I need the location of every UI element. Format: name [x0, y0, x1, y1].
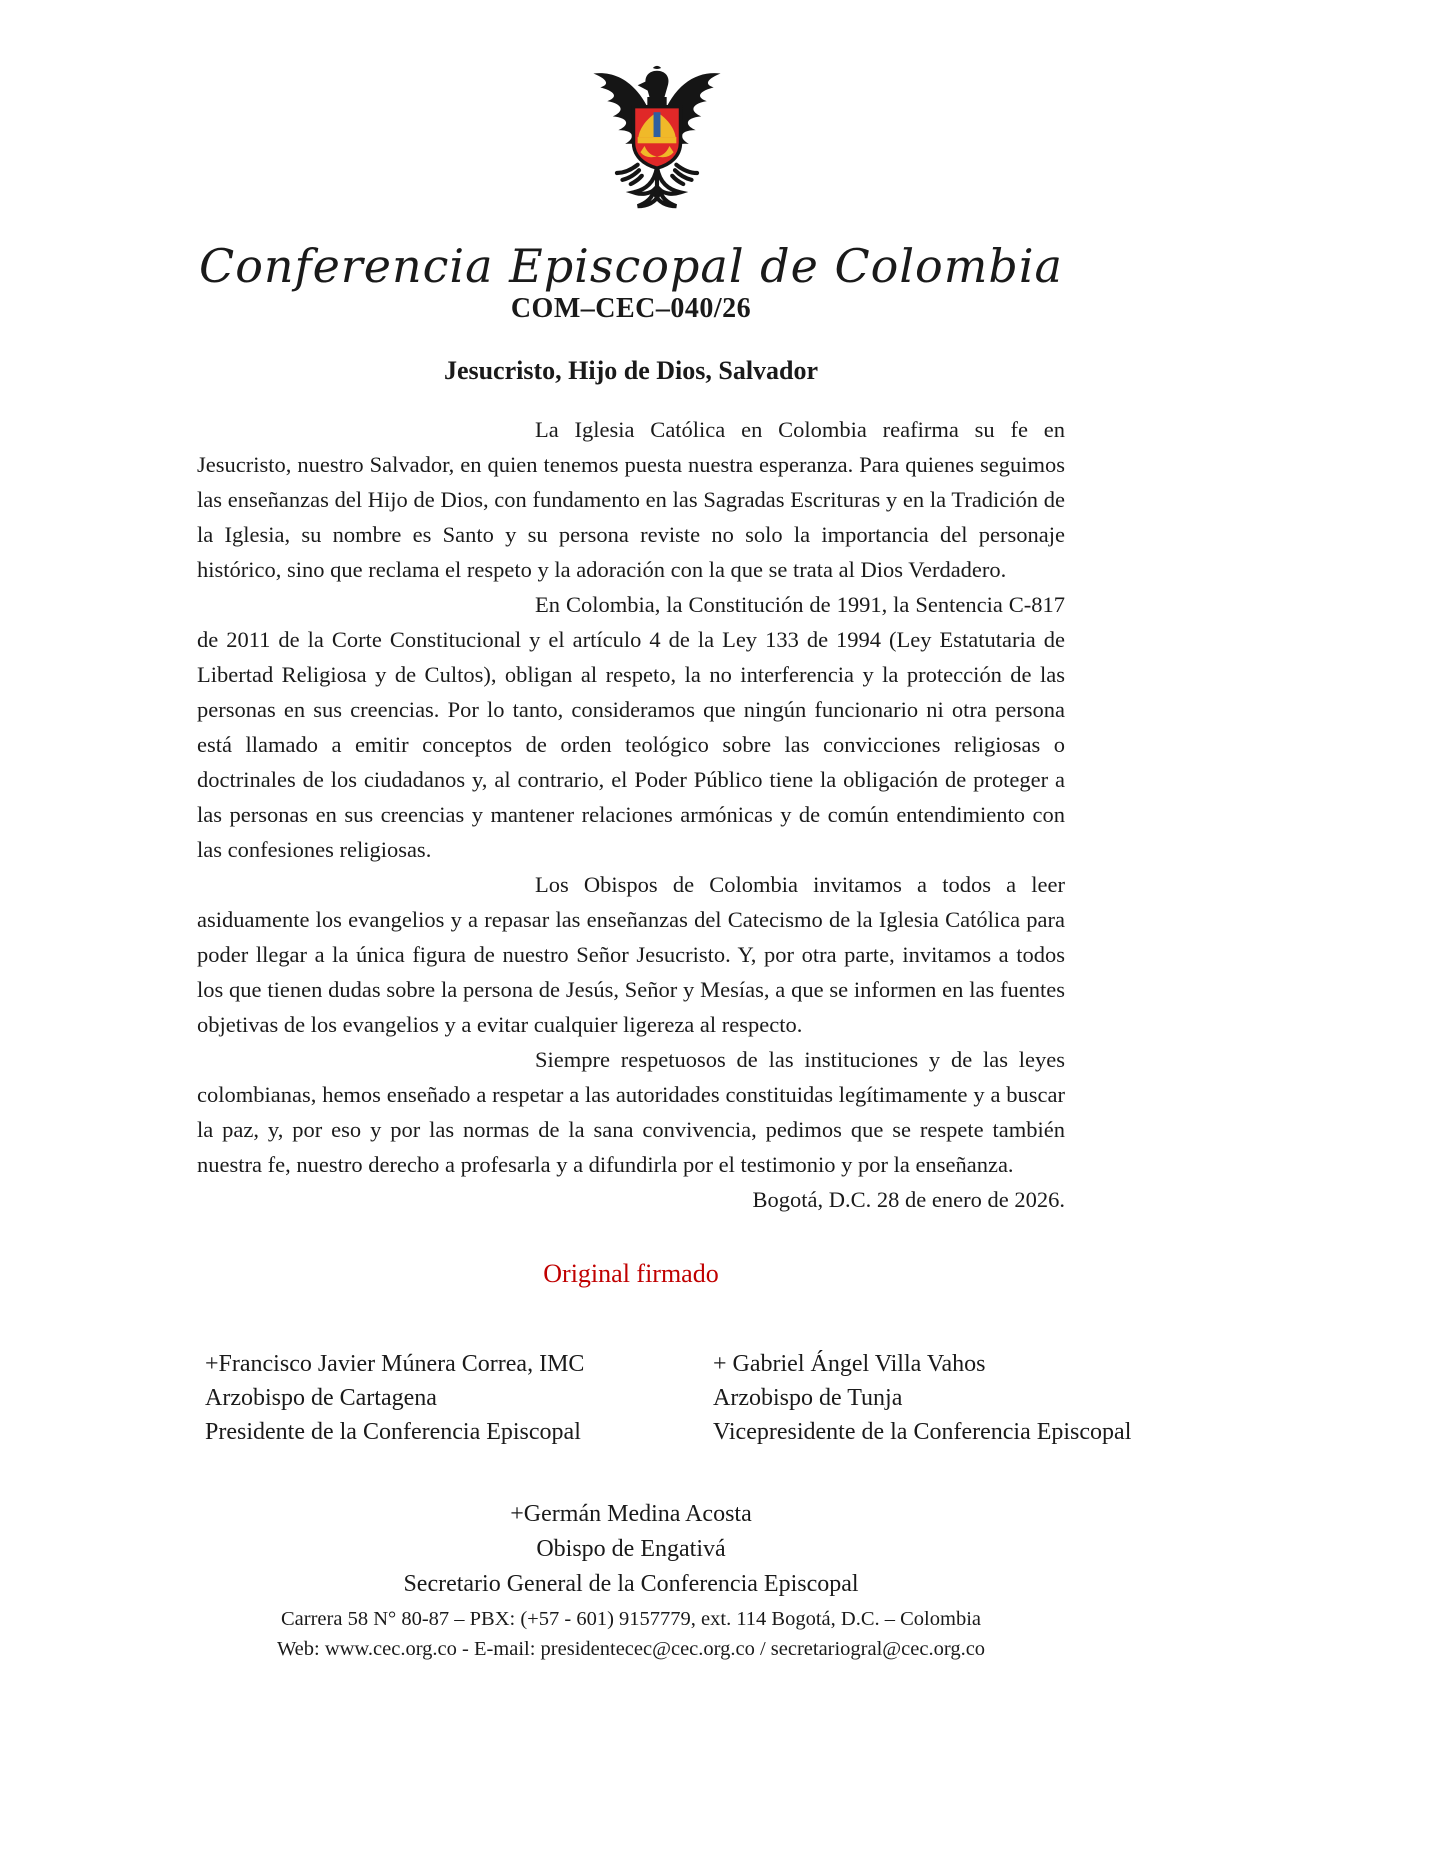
- signatory-role: Vicepresidente de la Conferencia Episcopal: [713, 1419, 1132, 1445]
- signatory-title: Obispo de Engativá: [536, 1536, 726, 1562]
- signatory-secretary-general: [197, 1497, 1065, 1602]
- original-signed-note: Original firmado: [543, 1259, 719, 1288]
- paragraph-2: En Colombia, la Constitución de 1991, la Sentencia C-817 de 2011 de la Corte Constitucional y el artículo 4 de la Ley 133 de 1994 (Ley Estatutaria de Libertad Religiosa y de Cultos), obligan al respeto, la no interferencia y la protección de las personas en sus creencias. Por lo tanto, consideramos que ningún funcionario ni otra persona está llamado a emitir conceptos de orden teológico sobre las convicciones religiosas o doctrinales de los ciudadanos y, al contrario, el Poder Público tiene la obligación de proteger a las personas en sus creencias y mantener relaciones armónicas y de común entendimiento con las confesiones religiosas.: [197, 592, 1065, 862]
- episcopal-eagle-crest-icon: [249, 0, 1065, 234]
- signatory-role: Presidente de la Conferencia Episcopal: [205, 1419, 581, 1445]
- signatory-title: Arzobispo de Tunja: [713, 1385, 903, 1411]
- org-name-script: Conferencia Episcopal de Colombia: [199, 239, 1063, 293]
- document-title: Jesucristo, Hijo de Dios, Salvador: [443, 356, 819, 385]
- signatory-vicepresident: [713, 1347, 1273, 1449]
- signature-row: [197, 1347, 1132, 1455]
- letter-footer: [197, 1604, 1065, 1664]
- footer-contact-line: Web: www.cec.org.co - E-mail: presidentecec@cec.org.co / secretariogral@cec.org.co: [276, 1638, 986, 1660]
- footer-address-line: Carrera 58 N° 80-87 – PBX: (+57 - 601) 9157779, ext. 114 Bogotá, D.C. – Colombia: [281, 1608, 981, 1630]
- signatory-name: +Francisco Javier Múnera Correa, IMC: [205, 1351, 585, 1377]
- signatory-name: + Gabriel Ángel Villa Vahos: [713, 1351, 986, 1377]
- reference-number: COM–CEC–040/26: [510, 293, 752, 324]
- dateline: Bogotá, D.C. 28 de enero de 2026.: [752, 1187, 1065, 1212]
- letter-body: [197, 412, 1065, 1182]
- signatory-role: Secretario General de la Conferencia Episcopal: [403, 1571, 859, 1597]
- signatory-name: +Germán Medina Acosta: [510, 1501, 752, 1527]
- letter-content: [197, 0, 1132, 1664]
- signatory-president: [205, 1347, 705, 1449]
- paragraph-4: Siempre respetuosos de las instituciones y de las leyes colombianas, hemos enseñado a respetar a las autoridades constituidas legítimamente y a buscar la paz, y, por eso y por las normas de la sana convivencia, pedimos que se respete también nuestra fe, nuestro derecho a profesarla y a difundirla por el testimonio y por la enseñanza.: [197, 1047, 1065, 1177]
- signatory-title: Arzobispo de Cartagena: [205, 1385, 437, 1411]
- paragraph-3: Los Obispos de Colombia invitamos a todos a leer asiduamente los evangelios y a repasar las enseñanzas del Catecismo de la Iglesia Católica para poder llegar a la única figura de nuestro Señor Jesucristo. Y, por otra parte, invitamos a todos los que tienen dudas sobre la persona de Jesús, Señor y Mesías, a que se informen en las fuentes objetivas de los evangelios y a evitar cualquier ligereza al respecto.: [197, 872, 1065, 1037]
- paragraph-1: La Iglesia Católica en Colombia reafirma su fe en Jesucristo, nuestro Salvador, en quien tenemos puesta nuestra esperanza. Para quienes seguimos las enseñanzas del Hijo de Dios, con fundamento en las Sagradas Escrituras y en la Tradición de la Iglesia, su nombre es Santo y su persona reviste no solo la importancia del personaje histórico, sino que reclama el respeto y la adoración con la que se trata al Dios Verdadero.: [197, 417, 1065, 582]
